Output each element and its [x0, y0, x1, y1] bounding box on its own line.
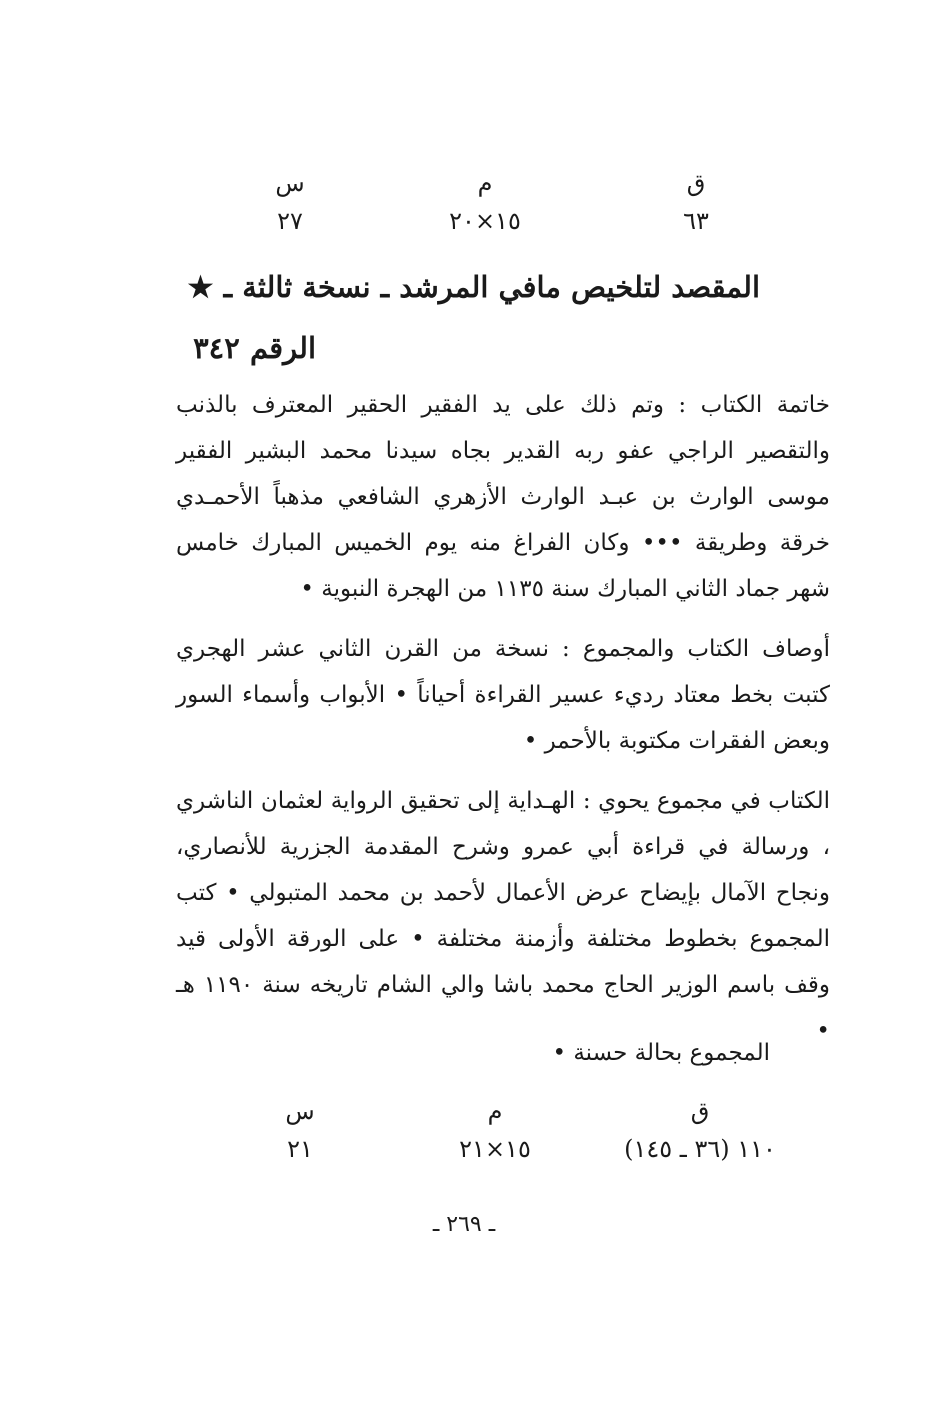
entry-title: المقصد لتلخيص مافي المرشد ـ نسخة ثالثة ـ ★ — [187, 270, 760, 304]
bottom-q-value: ١١٠ (٣٦ ـ ١٤٥) — [624, 1135, 776, 1163]
top-dimensions — [0, 168, 928, 248]
description-paragraph: أوصاف الكتاب والمجموع : نسخة من القرن الثاني عشر الهجري كتبت بخط معتاد رديء عسير القراءة أحياناً • الأبواب وأسماء السور وبعض الفقرات مكتوبة بالأحمر • — [176, 636, 830, 754]
top-s-value: ٢٧ — [277, 207, 303, 235]
bottom-dimensions — [0, 1096, 928, 1176]
bottom-m-label: م — [487, 1097, 503, 1125]
bottom-q-column — [600, 1096, 800, 1164]
top-s-column — [190, 168, 390, 236]
bottom-m-column — [395, 1096, 595, 1164]
top-q-column — [596, 168, 796, 236]
top-m-value: ١٥×٢٠ — [449, 207, 521, 235]
top-q-label: ق — [686, 169, 706, 197]
bottom-m-value: ١٥×٢١ — [459, 1135, 531, 1163]
bottom-s-label: س — [285, 1097, 315, 1125]
entry-number: الرقم ٣٤٢ — [193, 331, 316, 365]
top-m-column — [385, 168, 585, 236]
condition-paragraph — [176, 1030, 830, 1076]
bottom-s-column — [200, 1096, 400, 1164]
page-number: ـ ٢٦٩ ـ — [432, 1212, 496, 1237]
colophon-paragraph: خاتمة الكتاب : وتم ذلك على يد الفقير الحقير المعترف بالذنب والتقصير الراجي عفو ربه القدير بجاه سيدنا محمد البشير الفقير موسى الوارث بن عبـد الوارث الأزهري الشافعي مذهباً الأحمـدي خرقة وطريقة ••• وكان الفراغ منه يوم الخميس المبارك خامس شهر جماد الثاني المبارك سنة ١١٣٥ من الهجرة النبوية • — [176, 392, 830, 602]
top-m-label: م — [477, 169, 493, 197]
top-s-label: س — [275, 169, 305, 197]
top-q-value: ٦٣ — [683, 207, 709, 235]
bottom-q-label: ق — [690, 1097, 710, 1125]
bottom-s-value: ٢١ — [287, 1135, 313, 1163]
contents-paragraph: الكتاب في مجموع يحوي : الهـداية إلى تحقيق الرواية لعثمان الناشري ، ورسالة في قراءة أبي عمرو وشرح المقدمة الجزرية للأنصاري، ونجاح الآمال بإيضاح عرض الأعمال لأحمد بن محمد المتبولي • كتب المجموع بخطوط مختلفة وأزمنة مختلفة • على الورقة الأولى قيد وقف باسم الوزير الحاج محمد باشا والي الشام تاريخه سنة ١١٩٠ هـ • — [176, 788, 830, 1044]
condition-text: المجموع بحالة حسنة • — [552, 1040, 770, 1066]
